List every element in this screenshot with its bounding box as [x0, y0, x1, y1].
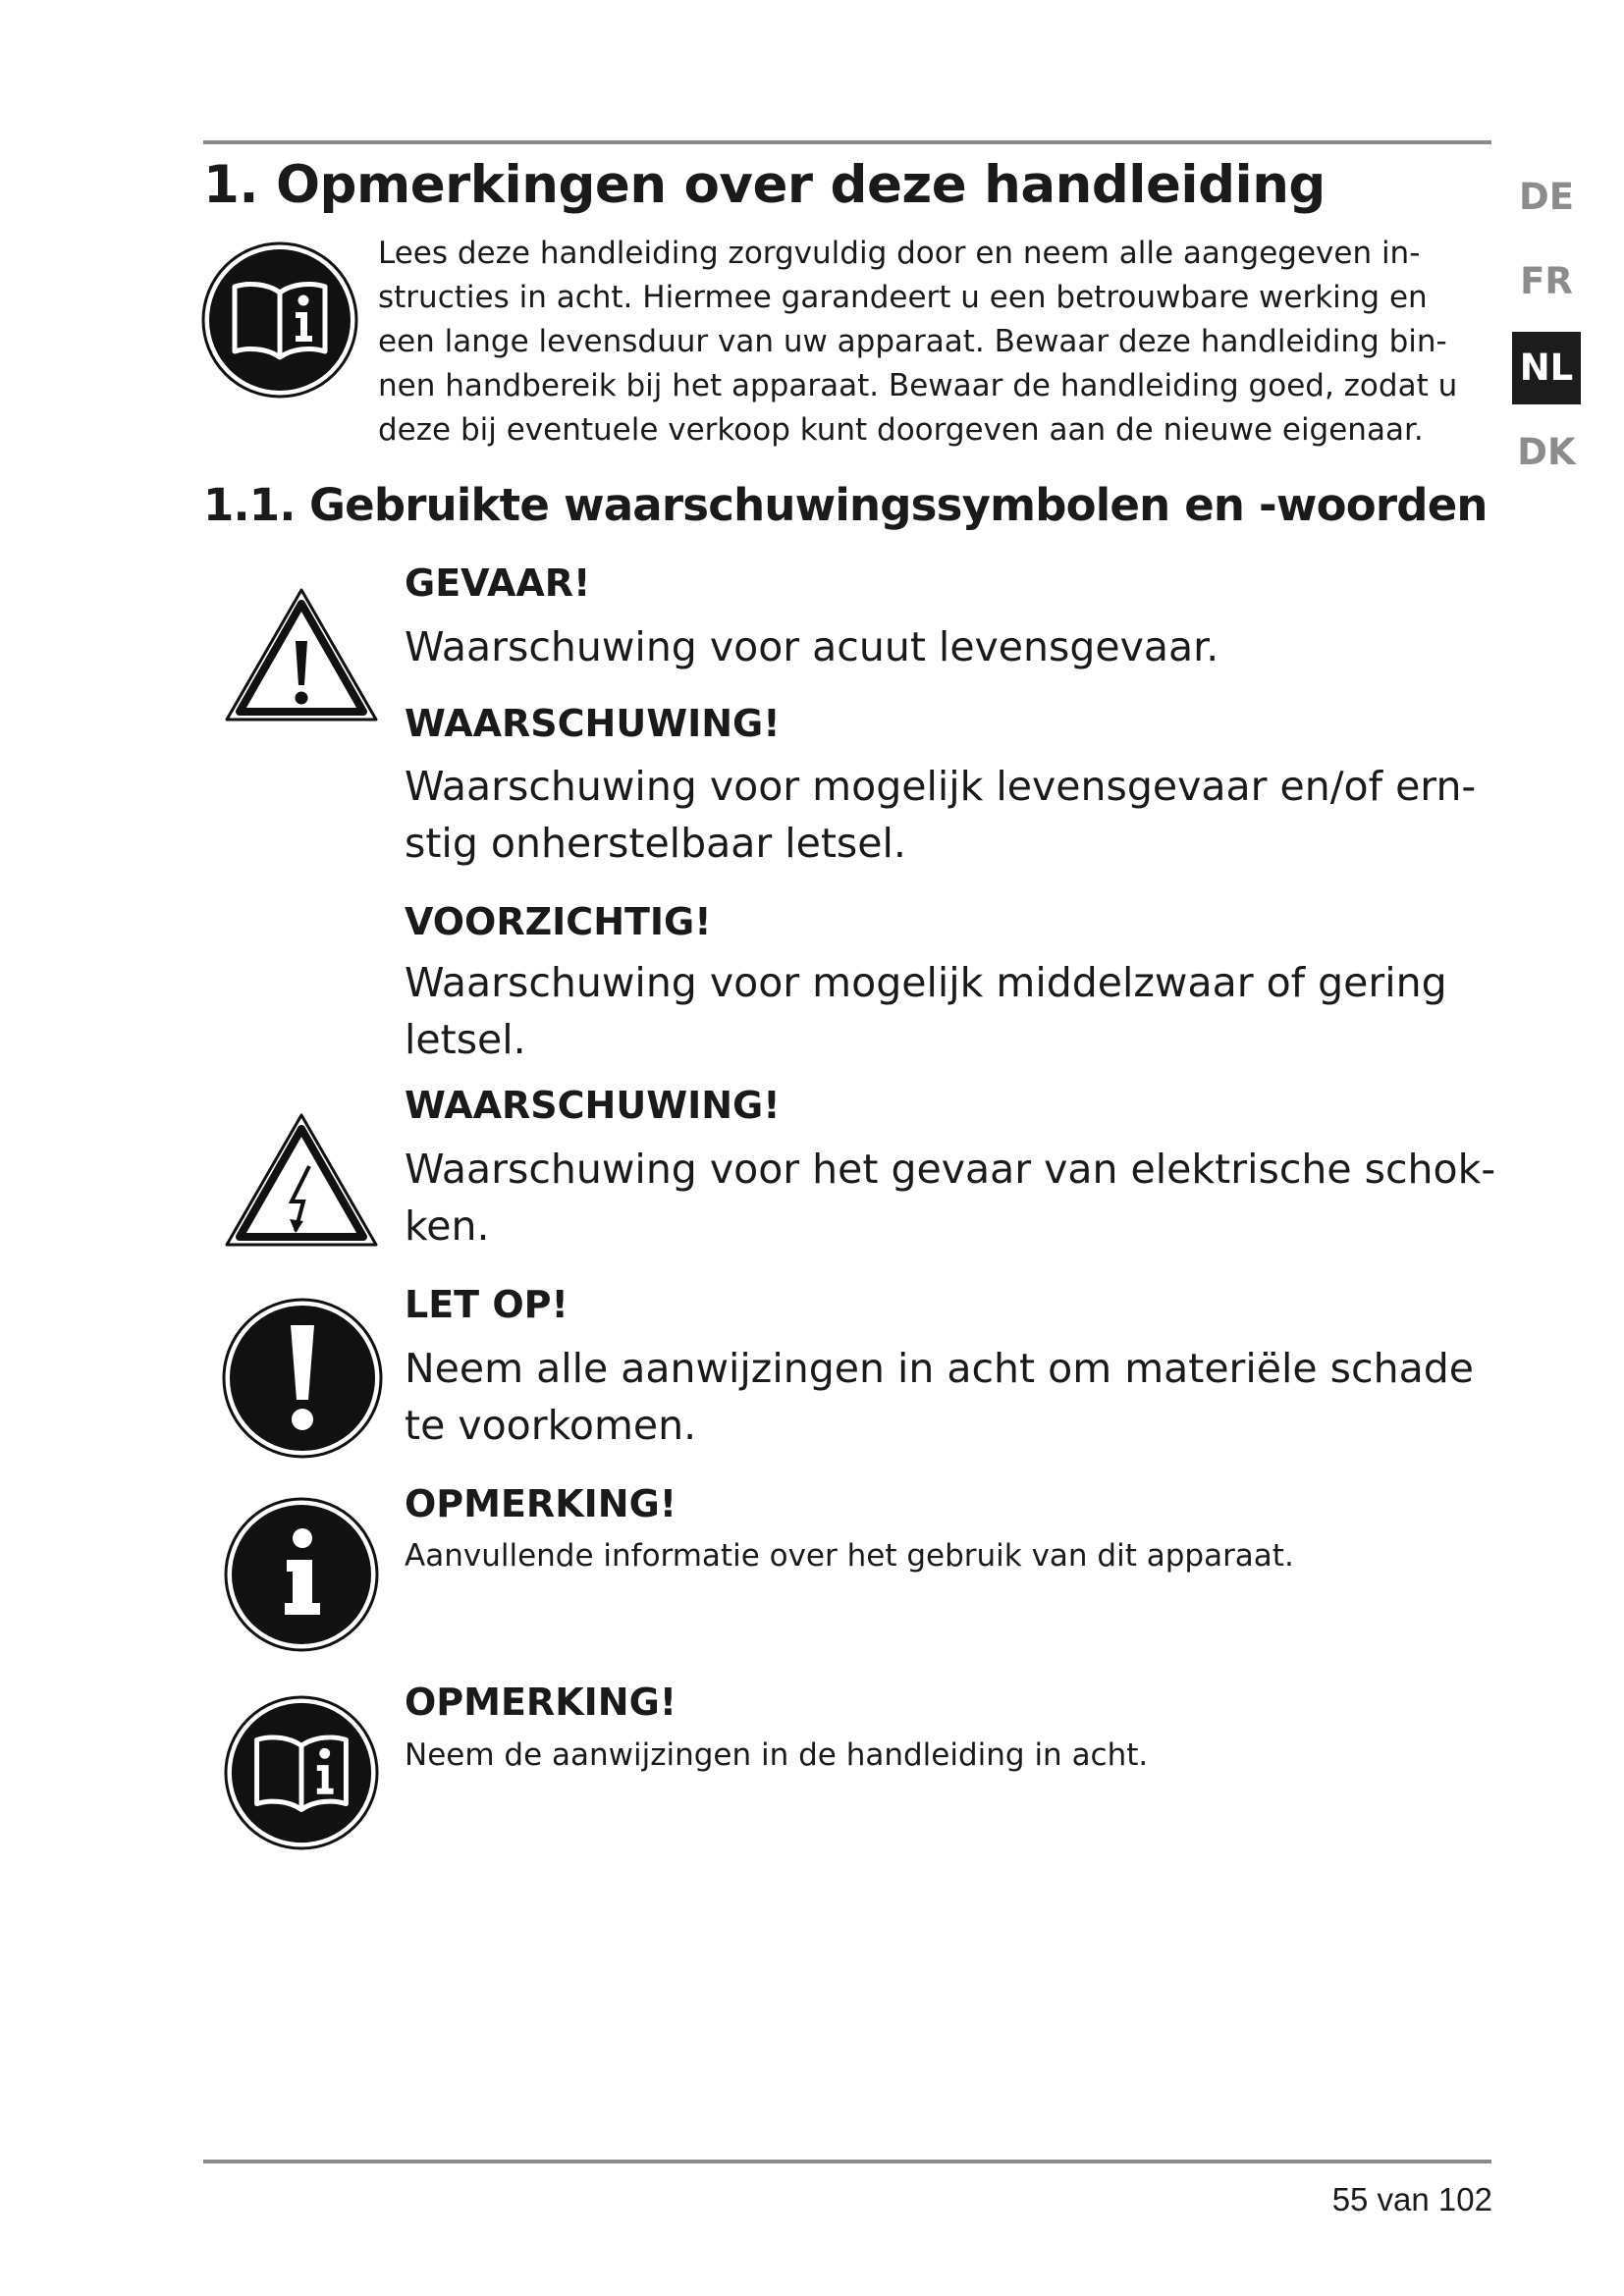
warning-label-voorzichtig: VOORZICHTIG!	[405, 900, 712, 943]
note-label-info: OPMERKING!	[405, 1482, 677, 1525]
warning-triangle-icon	[221, 584, 382, 726]
warning-text-gevaar: Waarschuwing voor acuut levensgevaar.	[405, 623, 1219, 670]
note-text-manual: Neem de aanwijzingen in de handleiding in acht.	[405, 1737, 1149, 1773]
bottom-rule	[203, 2160, 1491, 2163]
manual-info-icon	[201, 241, 358, 399]
info-circle-icon	[224, 1497, 379, 1652]
intro-paragraph: Lees deze handleiding zorgvuldig door en neem alle aangegeven in- structies in acht. Hiermee garandeert u een betrouwbare werking en een lange levensduur van uw apparaat. Bewaar deze handleiding bin- nen handbereik bij het apparaat. Bewaar de handleiding goed, zodat u deze bij eventuele verkoop kunt doorgeven aan de nieuwe eigenaar.	[378, 236, 1458, 448]
top-rule	[203, 140, 1491, 144]
warning-label-let-op: LET OP!	[405, 1283, 568, 1326]
warning-label-gevaar: GEVAAR!	[405, 561, 591, 605]
warning-text-voorzichtig: Waarschuwing voor mogelijk middelzwaar of gering letsel.	[405, 959, 1447, 1063]
manual-info-icon	[224, 1695, 379, 1850]
warning-text-waarschuwing: Waarschuwing voor mogelijk levensgevaar en/of ern- stig onherstelbaar letsel.	[405, 763, 1477, 867]
page-number: 55 van 102	[1331, 2181, 1492, 2217]
page-title: 1. Opmerkingen over deze handleiding	[203, 155, 1326, 215]
warning-text-let-op: Neem alle aanwijzingen in acht om materiële schade te voorkomen.	[405, 1345, 1474, 1449]
lang-tab-fr[interactable]: FR	[1520, 260, 1573, 302]
note-text-info: Aanvullende informatie over het gebruik van dit apparaat.	[405, 1538, 1294, 1574]
lang-tab-de[interactable]: DE	[1519, 176, 1574, 218]
section-title: 1.1. Gebruikte waarschuwingssymbolen en -woorden	[203, 479, 1488, 531]
exclamation-circle-icon	[222, 1298, 383, 1459]
warning-label-elektrisch: WAARSCHUWING!	[405, 1084, 781, 1127]
note-label-manual: OPMERKING!	[405, 1681, 677, 1724]
lang-tab-nl[interactable]: NL	[1512, 332, 1581, 404]
warning-text-elektrisch: Waarschuwing voor het gevaar van elektrische schok- ken.	[405, 1146, 1496, 1250]
warning-label-waarschuwing: WAARSCHUWING!	[405, 702, 781, 745]
electric-shock-icon	[221, 1109, 382, 1252]
lang-tab-dk[interactable]: DK	[1517, 431, 1576, 473]
